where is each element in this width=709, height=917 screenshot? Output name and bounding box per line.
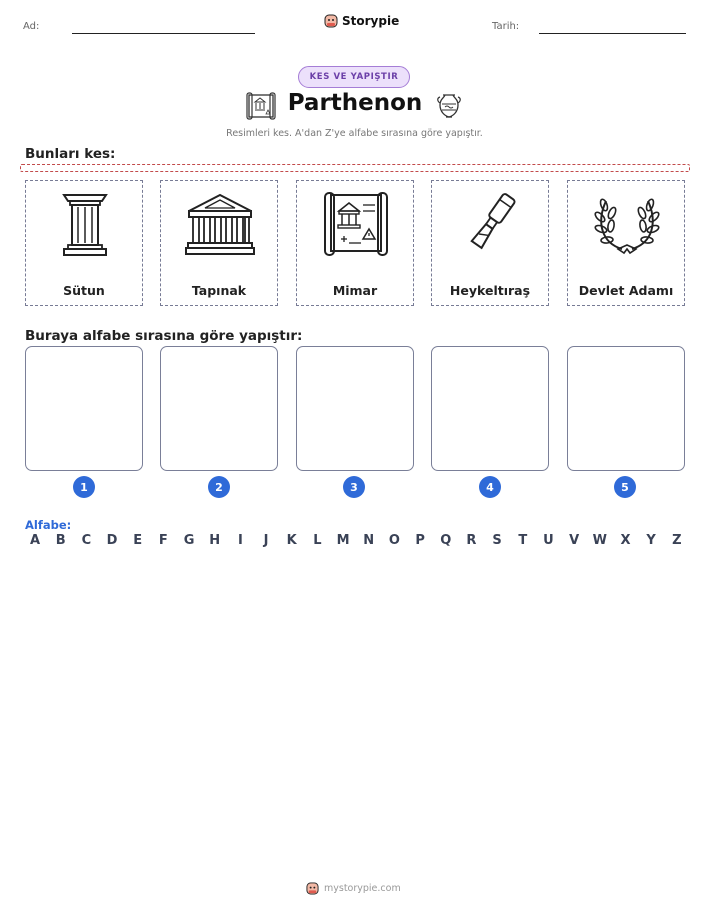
instructions-text: Resimleri kes. A'dan Z'ye alfabe sırasına göre yapıştır. [226, 128, 483, 139]
name-label: Ad: [23, 21, 40, 32]
paste-box-5[interactable] [567, 346, 685, 471]
alphabet-letter: X [620, 533, 631, 548]
date-line[interactable] [539, 33, 686, 34]
cut-section-label: Bunları kes: [25, 146, 116, 162]
paste-number-badge: 2 [208, 476, 230, 498]
alphabet-letter: W [592, 533, 607, 548]
name-line[interactable] [72, 33, 255, 34]
column-icon [50, 189, 120, 259]
alphabet-label: Alfabe: [25, 518, 72, 532]
temple-icon [185, 189, 255, 259]
storypie-mascot-icon [306, 881, 319, 896]
footer-site-link[interactable]: mystorypie.com [324, 883, 401, 894]
cut-card-sculptor[interactable] [431, 180, 549, 306]
cut-guide-line [20, 164, 690, 172]
alphabet-letter: A [29, 533, 41, 548]
alphabet-row [27, 533, 685, 548]
storypie-mascot-icon [324, 13, 338, 29]
cut-card-temple[interactable] [160, 180, 278, 306]
alphabet-letter: I [237, 533, 243, 548]
footer [306, 881, 401, 896]
alphabet-letter: T [518, 533, 528, 548]
alphabet-letter: O [388, 533, 400, 548]
alphabet-letter: D [106, 533, 118, 548]
paste-number-badge: 1 [73, 476, 95, 498]
alphabet-letter: U [543, 533, 554, 548]
alphabet-letter: P [415, 533, 425, 548]
alphabet-letter: Q [440, 533, 452, 548]
alphabet-letter: F [158, 533, 168, 548]
cut-card-architect[interactable] [296, 180, 414, 306]
cut-card-column[interactable] [25, 180, 143, 306]
alphabet-letter: S [492, 533, 502, 548]
alphabet-letter: B [55, 533, 66, 548]
paste-box-1[interactable] [25, 346, 143, 471]
brand-name: Storypie [342, 14, 400, 28]
cut-card-label: Tapınak [191, 283, 247, 298]
alphabet-letter: J [263, 533, 269, 548]
paste-box-4[interactable] [431, 346, 549, 471]
alphabet-letter: M [336, 533, 350, 548]
alphabet-letter: H [209, 533, 221, 548]
date-label: Tarih: [492, 21, 520, 32]
cut-card-label: Heykeltıraş [449, 283, 531, 298]
cut-card-label: Mimar [332, 283, 378, 298]
paste-box-3[interactable] [296, 346, 414, 471]
alphabet-letter: E [133, 533, 143, 548]
blueprint-icon [321, 189, 391, 259]
alphabet-letter: C [81, 533, 92, 548]
brand-logo [324, 13, 399, 29]
paste-number-badge: 3 [343, 476, 365, 498]
activity-badge: KES VE YAPIŞTIR [298, 66, 410, 88]
paste-number-badge: 4 [479, 476, 501, 498]
alphabet-letter: L [313, 533, 322, 548]
paste-number-badge: 5 [614, 476, 636, 498]
alphabet-letter: R [466, 533, 477, 548]
cut-card-label: Sütun [63, 283, 105, 298]
alphabet-letter: Y [646, 533, 656, 548]
chisel-icon [456, 189, 526, 259]
paste-section-label: Buraya alfabe sırasına göre yapıştır: [25, 328, 303, 344]
alphabet-letter: V [569, 533, 580, 548]
cut-card-label: Devlet Adamı [578, 283, 674, 298]
vase-icon [436, 92, 462, 120]
alphabet-letter: Z [672, 533, 682, 548]
alphabet-letter: K [286, 533, 297, 548]
page-title: Parthenon [287, 90, 423, 116]
paste-box-2[interactable] [160, 346, 278, 471]
alphabet-letter: G [183, 533, 195, 548]
laurel-wreath-icon [592, 189, 662, 259]
alphabet-letter: N [363, 533, 375, 548]
cut-card-statesman[interactable] [567, 180, 685, 306]
